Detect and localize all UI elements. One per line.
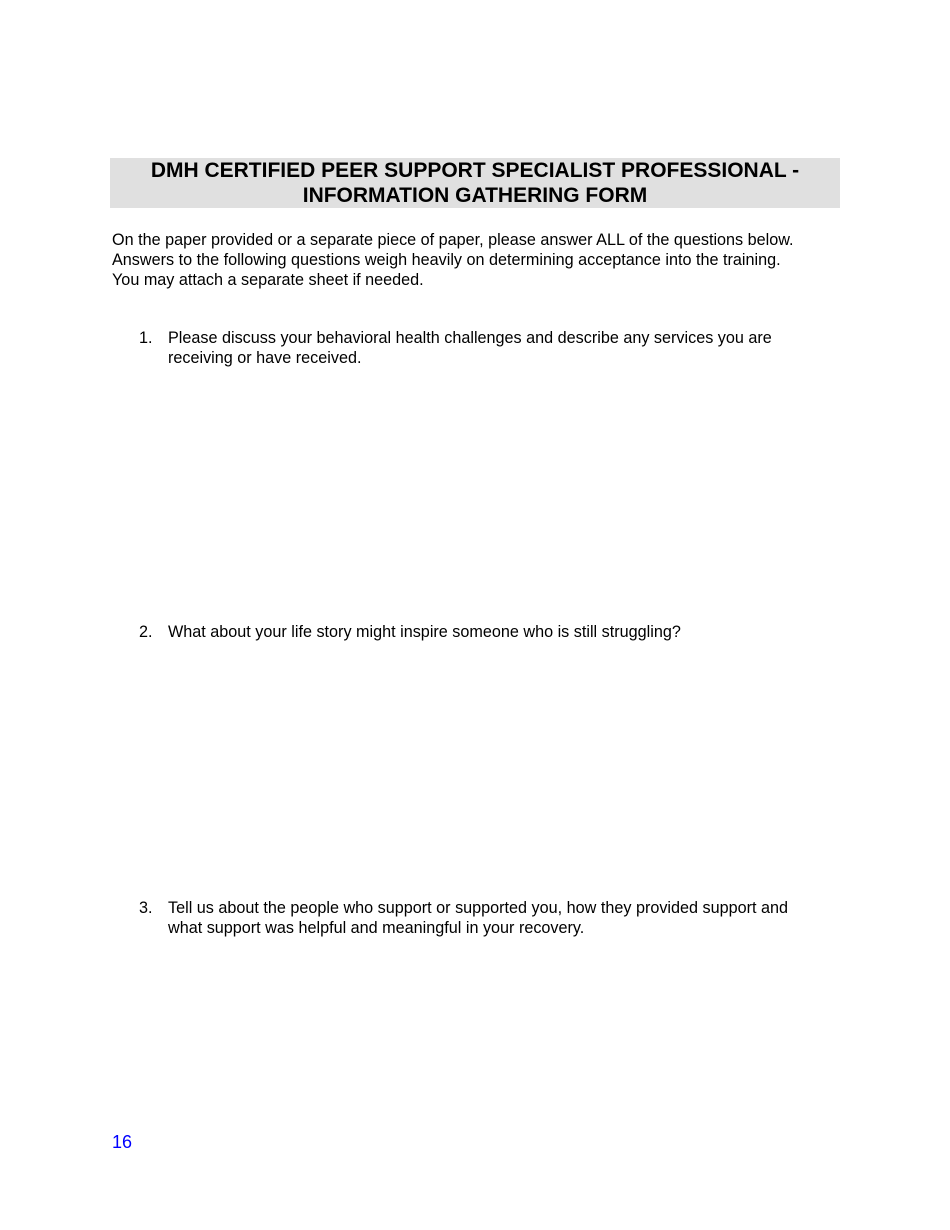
question-3-text <box>168 898 858 938</box>
instructions-paragraph <box>112 230 852 290</box>
instructions-line-2: Answers to the following questions weigh heavily on determining acceptance into the training. <box>112 251 781 269</box>
question-3-line-1: Tell us about the people who support or supported you, how they provided support and <box>168 899 789 917</box>
question-2-text <box>168 622 858 642</box>
question-2-number: 2. <box>139 623 153 641</box>
question-1-line-1: Please discuss your behavioral health challenges and describe any services you are <box>168 329 772 347</box>
instructions-line-1: On the paper provided or a separate piece of paper, please answer ALL of the questions below. <box>112 231 794 249</box>
question-1-text <box>168 328 858 368</box>
question-1-number: 1. <box>139 329 153 347</box>
question-1-line-2: receiving or have received. <box>168 349 362 367</box>
form-title-line-1: DMH CERTIFIED PEER SUPPORT SPECIALIST PROFESSIONAL - <box>150 159 800 182</box>
question-3-number: 3. <box>139 899 153 917</box>
form-title-line-2: INFORMATION GATHERING FORM <box>302 184 648 207</box>
page-number: 16 <box>112 1132 133 1152</box>
question-2-line-1: What about your life story might inspire someone who is still struggling? <box>168 623 681 641</box>
form-title <box>110 158 840 208</box>
question-3-line-2: what support was helpful and meaningful in your recovery. <box>168 919 585 937</box>
instructions-line-3: You may attach a separate sheet if needed. <box>112 271 424 289</box>
